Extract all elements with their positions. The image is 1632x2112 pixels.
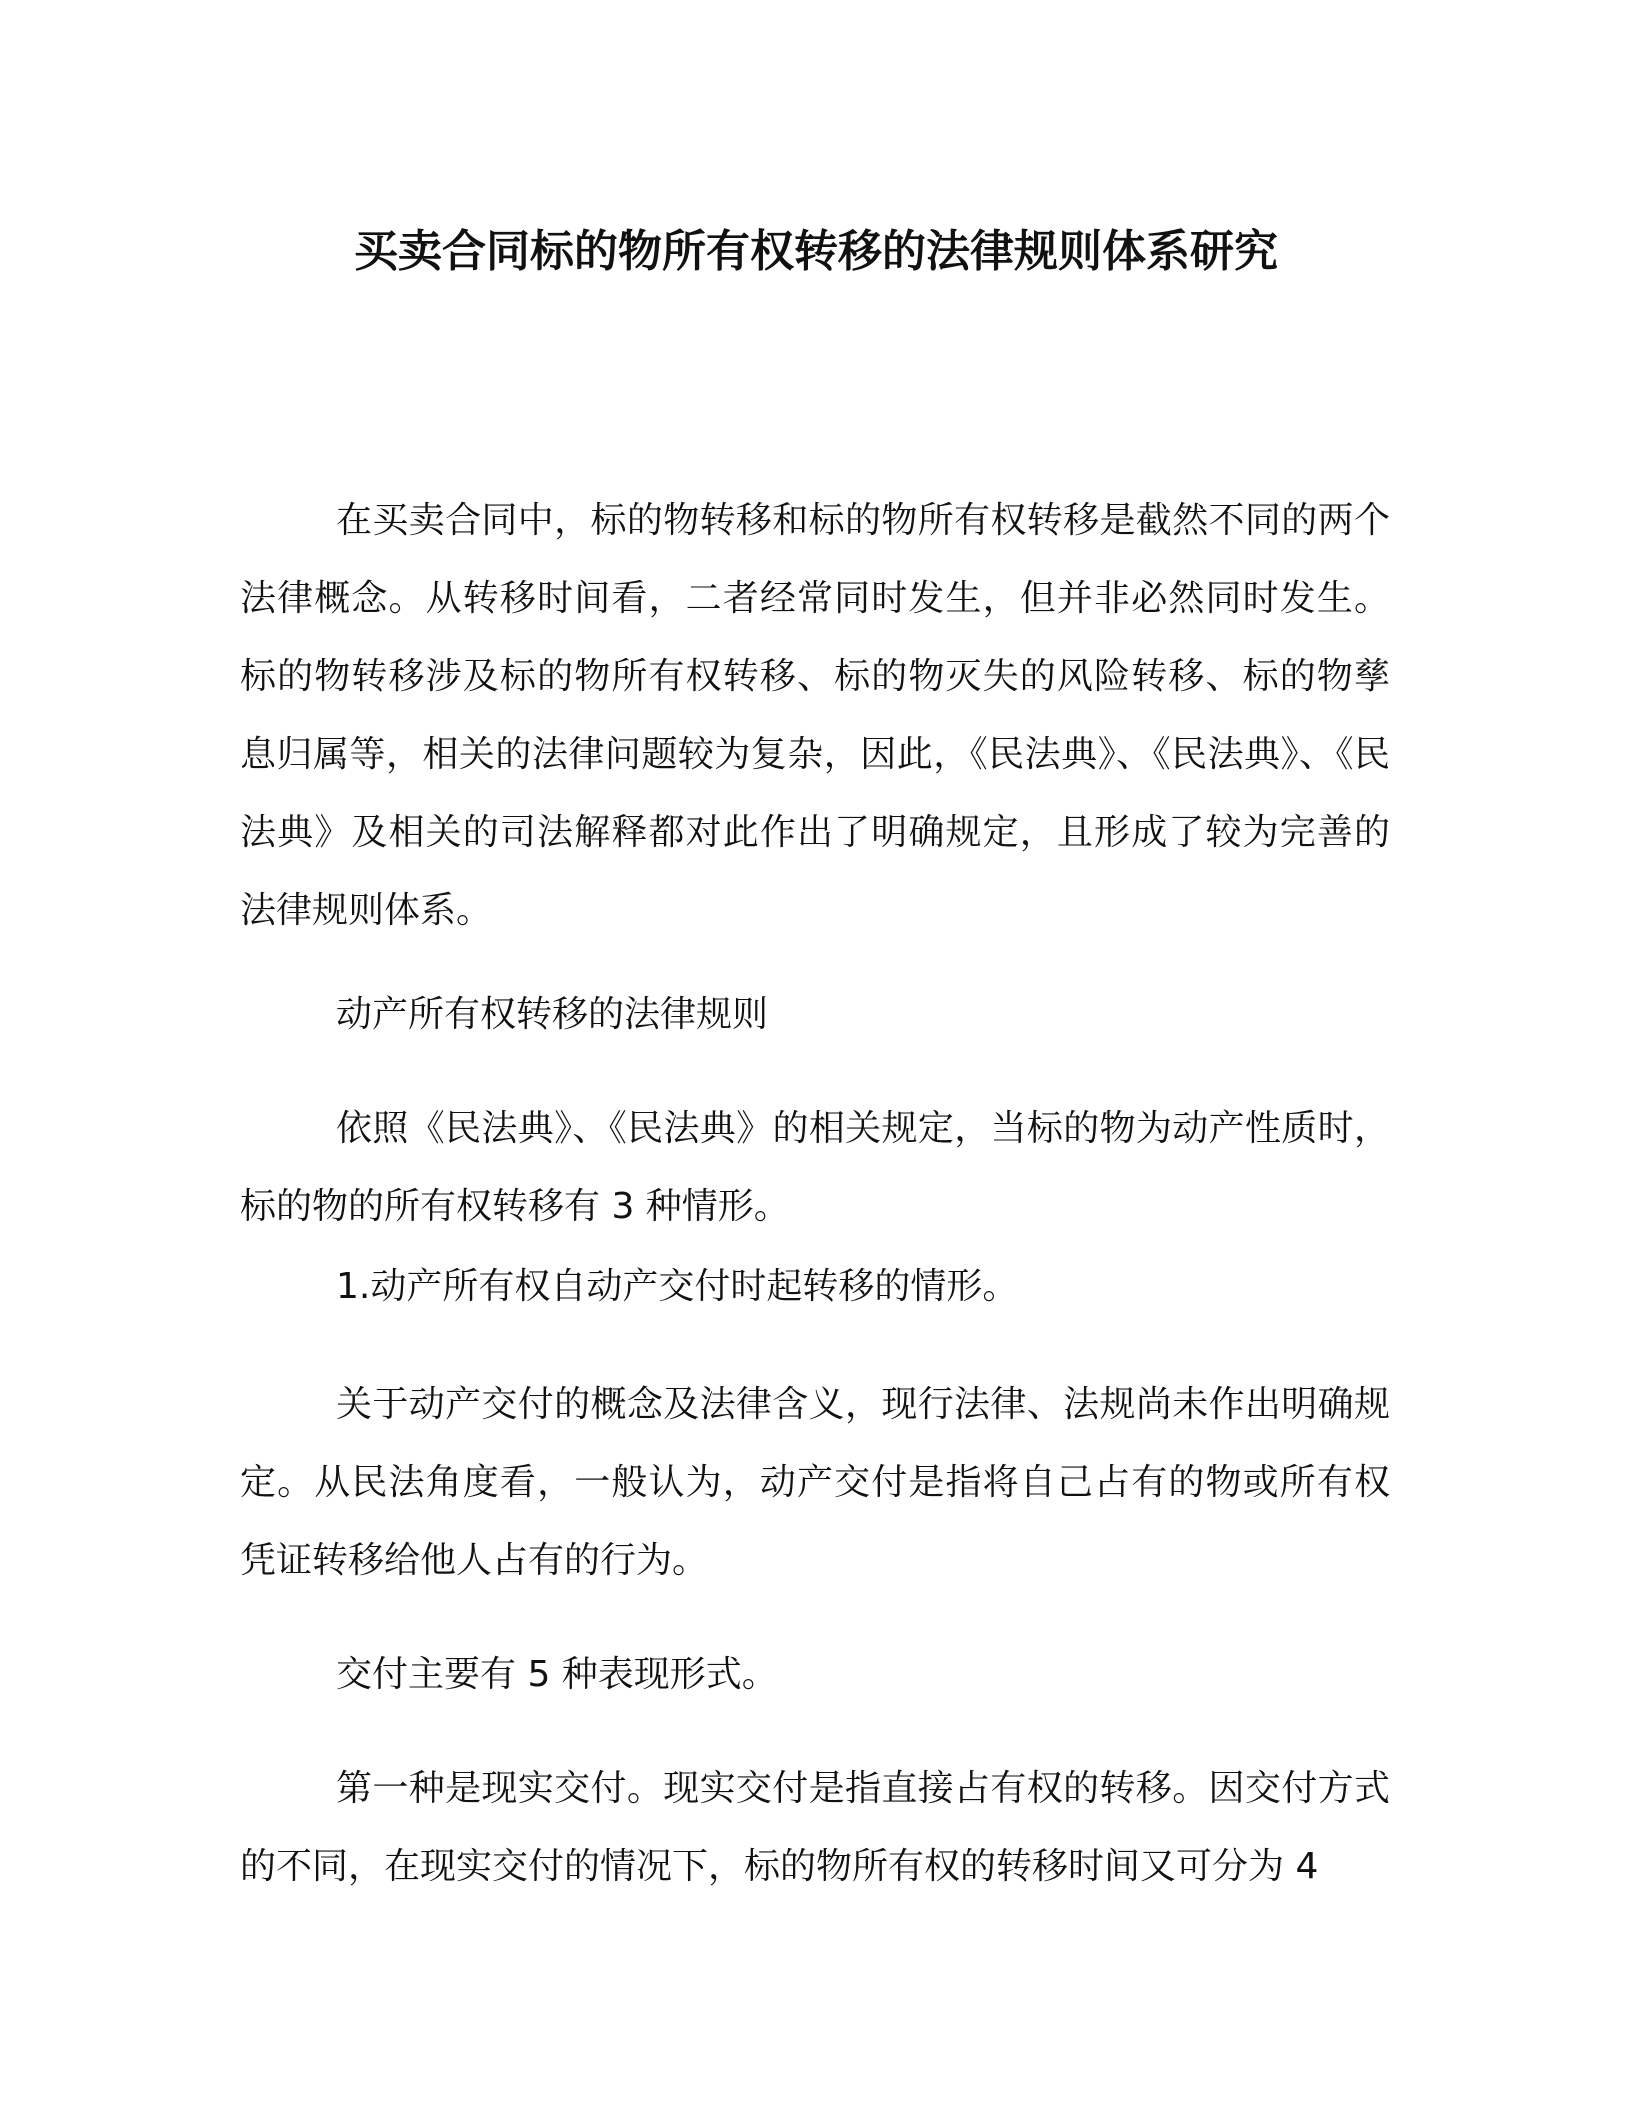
paragraph-intro: 在买卖合同中，标的物转移和标的物所有权转移是截然不同的两个法律概念。从转移时间看，二者经常同时发生，但并非必然同时发生。标的物转移涉及标的物所有权转移、标的物灭失的风险转移、标的物孳息归属等，相关的法律问题较为复杂，因此，《民法典》、《民法典》、《民法典》及相关的司法解释都对此作出了明确规定，且形成了较为完善的法律规则体系。 (240, 500, 1390, 931)
paragraph-delivery-concept: 关于动产交付的概念及法律含义，现行法律、法规尚未作出明确规定。从民法角度看，一般认为，动产交付是指将自己占有的物或所有权凭证转移给他人占有的行为。 (240, 1384, 1390, 1581)
paragraph-delivery-forms: 交付主要有 5 种表现形式。 (336, 1654, 778, 1695)
paragraph-actual-delivery: 第一种是现实交付。现实交付是指直接占有权的转移。因交付方式的不同，在现实交付的情况下，标的物所有权的转移时间又可分为 4 (240, 1768, 1390, 1887)
document-title: 买卖合同标的物所有权转移的法律规则体系研究 (354, 226, 1278, 277)
section-heading-movable-property: 动产所有权转移的法律规则 (336, 994, 769, 1035)
list-item-situation-1: 1.动产所有权自动产交付时起转移的情形。 (336, 1266, 1019, 1307)
paragraph-three-situations: 依照《民法典》、《民法典》的相关规定，当标的物为动产性质时，标的物的所有权转移有 3 种情形。 (240, 1108, 1390, 1227)
